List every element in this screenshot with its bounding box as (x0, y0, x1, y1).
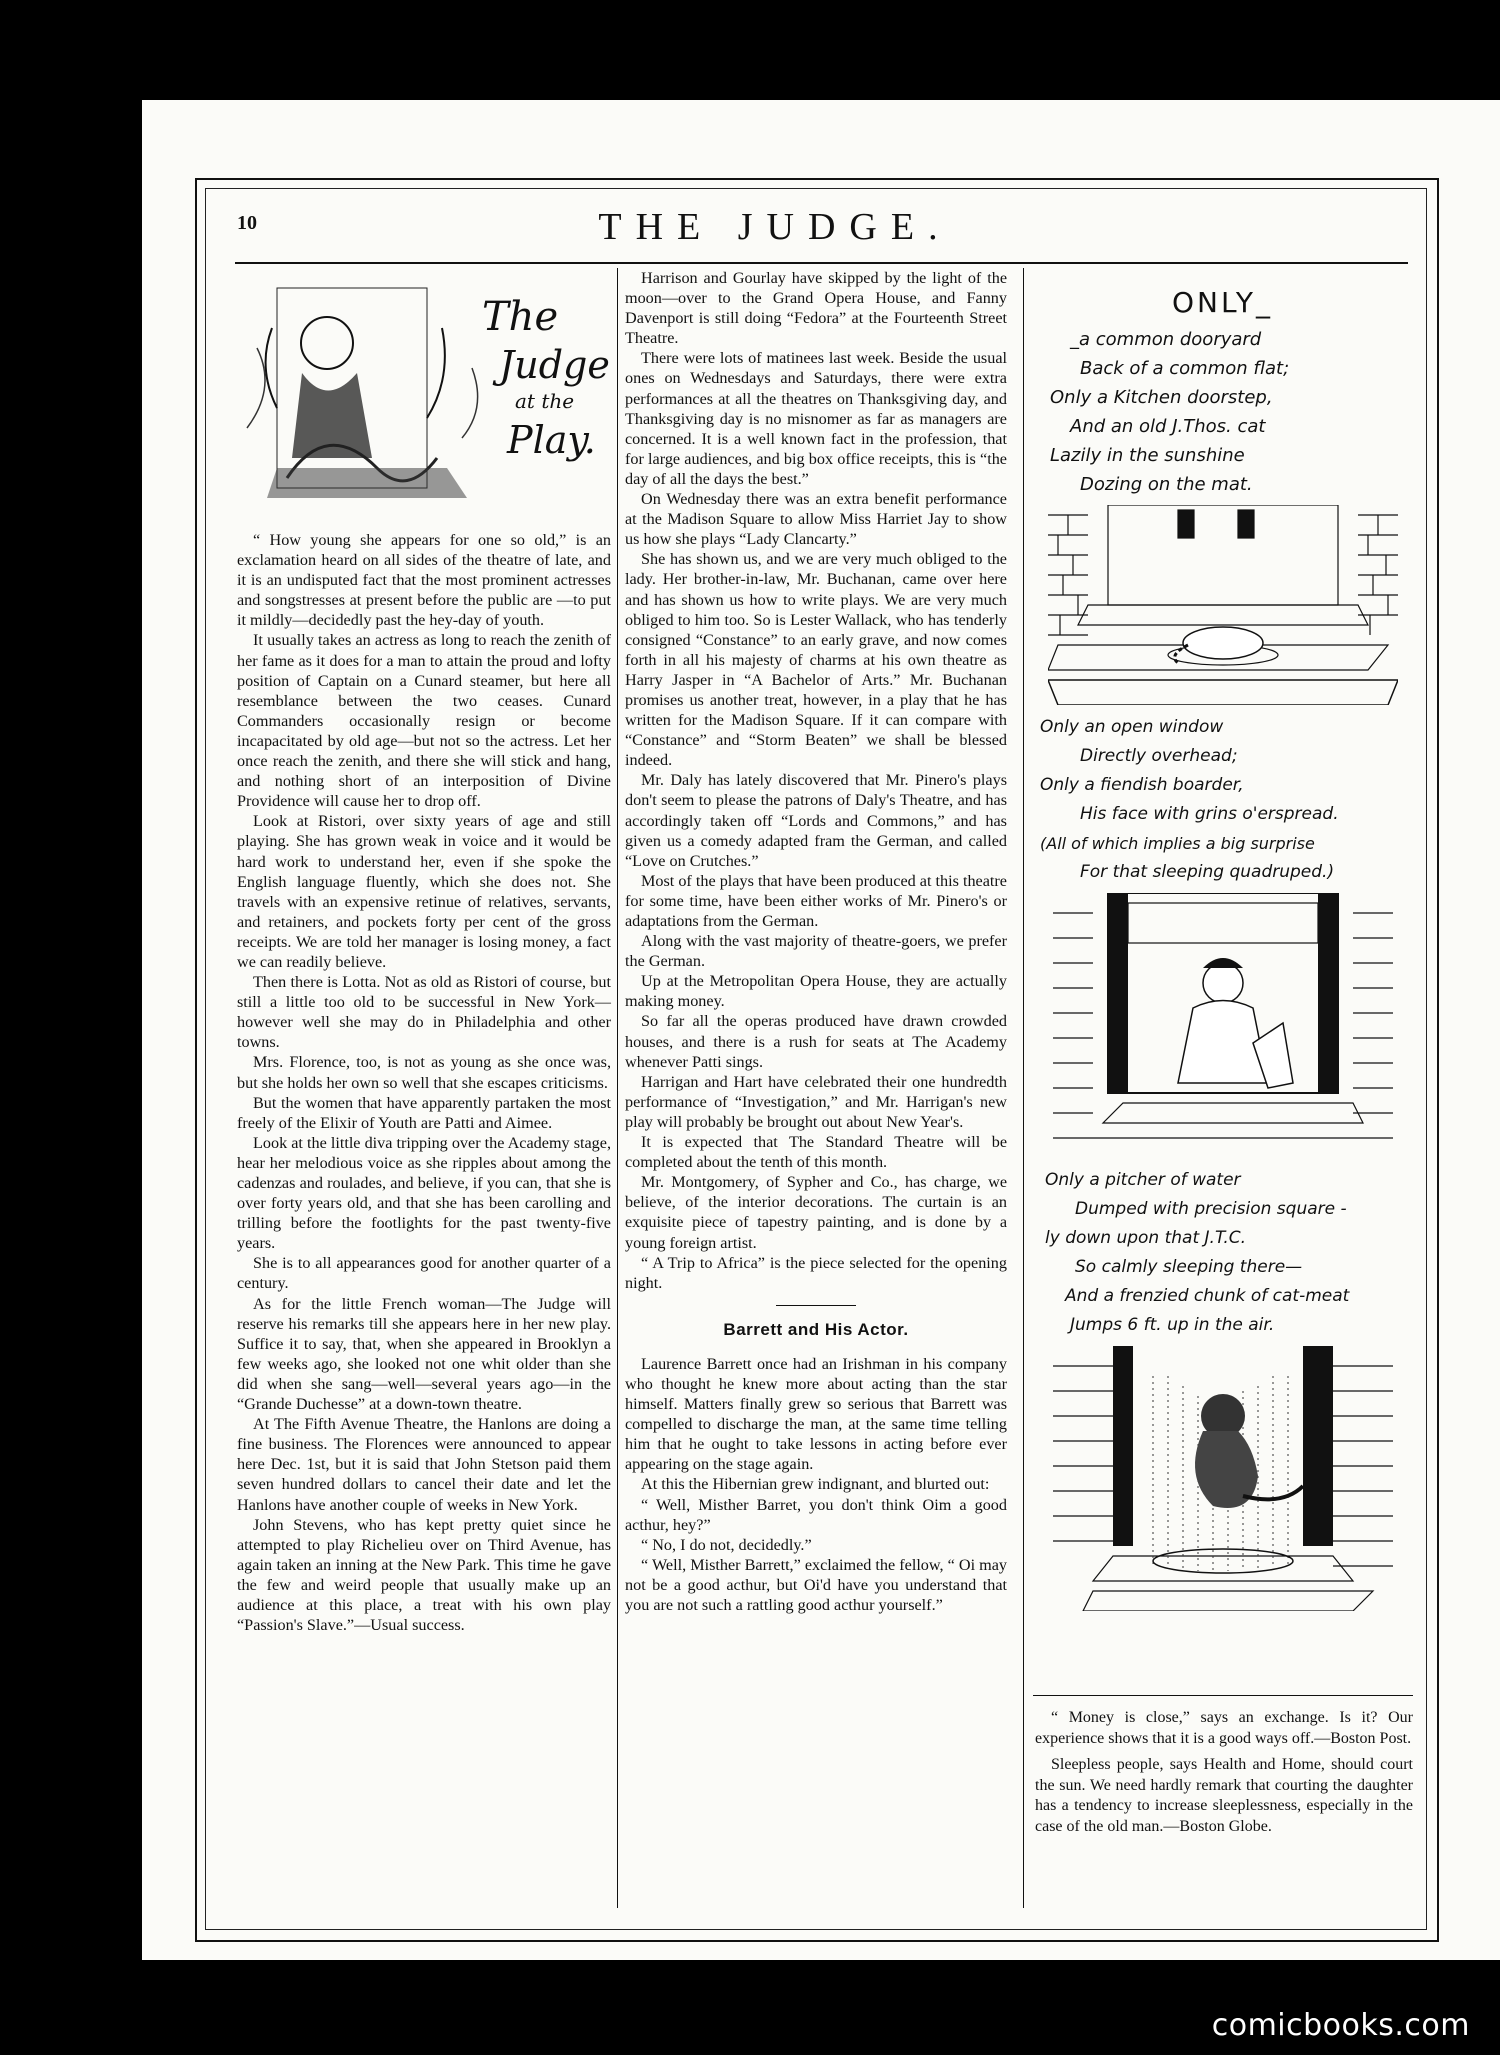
squib: Sleepless people, says Health and Home, should court the sun. We need hardly remark that courting the daughter has a tendency to increase sleeplessness, especially in the case of the old man.—Boston Globe. (1035, 1756, 1413, 1835)
heading-art-word-1: The (482, 294, 559, 340)
paragraph: Most of the plays that have been produced at this theatre for some time, have been either works of Mr. Pinero's or adaptations from the German. (625, 871, 1007, 930)
paragraph: As for the little French woman—The Judge will reserve his remarks till she appears here in her new play. Suffice it to say, that, when she appeared in Brooklyn a few weeks ago, she looked not one whit older than she did when she sang—well—several years ago—in the “Grande Duchesse” at a down-town theatre. (237, 1294, 611, 1414)
paragraph: Laurence Barrett once had an Irishman in his company who thought he knew more about acting than the star himself. Matters finally grew so serious that Barrett was compelled to discharge the man, at the same time telling him that he ought to take lessons in acting before ever appearing on the stage again. (625, 1354, 1007, 1474)
section-title: Barrett and His Actor. (723, 1319, 909, 1339)
paragraph: Harrigan and Hart have celebrated their one hundredth performance of “Investigation,” and Mr. Harrigan's new play will probably be brought out about New Year's. (625, 1072, 1007, 1131)
judge-at-the-play-illustration (237, 268, 611, 518)
paragraph: “ A Trip to Africa” is the piece selected for the opening night. (625, 1253, 1007, 1292)
verse-line: Only an open window (1040, 717, 1224, 737)
verse-line: Dozing on the mat. (1080, 474, 1253, 495)
verse-line: And an old J.Thos. cat (1070, 416, 1266, 437)
paragraph: But the women that have apparently partaken the most freely of the Elixir of Youth are Patti and Aimee. (237, 1093, 611, 1132)
verse-line: His face with grins o'erspread. (1080, 804, 1339, 824)
column-2 (625, 268, 1007, 1615)
page-number: 10 (237, 212, 257, 234)
paragraph: On Wednesday there was an extra benefit performance at the Madison Square to allow Miss Harriet Jay to show us how she plays “Lady Clancarty.” (625, 490, 1007, 549)
heading-art-word-3: at the (515, 389, 575, 413)
verse-line: Jumps 6 ft. up in the air. (1070, 1315, 1275, 1335)
paragraph: Harrison and Gourlay have skipped by the light of the moon—over to the Grand Opera House, and Fanny Davenport is still doing “Fedora” at the Fourteenth Street Theatre. (625, 269, 1007, 348)
verse-line: So calmly sleeping there— (1075, 1257, 1303, 1277)
verse-2 (1030, 713, 1415, 887)
column-rule-1 (617, 268, 618, 1908)
verse-line: _a common dooryard (1070, 329, 1262, 350)
watermark-text: comicbooks.com (1211, 2008, 1470, 2043)
paragraph: At this the Hibernian grew indignant, and blurted out: (641, 1475, 990, 1494)
paragraph: Mr. Montgomery, of Sypher and Co., has charge, we believe, of the interior decorations. The curtain is an exquisite piece of tapestry painting, and is done by a young foreign artist. (625, 1173, 1007, 1252)
verse-line: Directly overhead; (1080, 746, 1238, 766)
verse-line: Back of a common flat; (1080, 358, 1290, 379)
comic-title: ONLY_ (1172, 286, 1273, 319)
verse-line: Only a pitcher of water (1045, 1170, 1241, 1190)
verse-line: Lazily in the sunshine (1050, 445, 1245, 466)
panel-cat-jumping (1053, 1346, 1393, 1611)
paragraph: John Stevens, who has kept pretty quiet since he attempted to play Richelieu over on Third Avenue, has again taken an inning at the New Park. This time he gave the few and weird people that usually make up an audience at this place, a treat with his own play “Passion's Slave.”—Usual success. (237, 1515, 611, 1635)
column-rule-2 (1023, 268, 1024, 1908)
paragraph: “ No, I do not, decidedly.” (641, 1535, 812, 1554)
masthead-title: THE JUDGE. (598, 206, 952, 248)
verse-3 (1030, 1166, 1415, 1340)
paragraph: So far all the operas produced have drawn crowded houses, and there is a rush for seats at The Academy whenever Patti sings. (625, 1012, 1007, 1071)
paragraph: Look at the little diva tripping over the Academy stage, hear her melodious voice as she ripples about among the cadenzas and roulades, and believe, if you can, that she is over forty years old, and that she has been carolling and trilling before the footlights for the past twenty-five years. (237, 1133, 611, 1253)
paragraph: “ Well, Misther Barret, you don't think Oim a good acthur, hey?” (625, 1495, 1007, 1534)
verse-line: Only a Kitchen doorstep, (1050, 387, 1273, 408)
panel-boarder-at-window (1053, 893, 1393, 1158)
paragraph: Along with the vast majority of theatre-goers, we prefer the German. (625, 932, 1007, 971)
panel-cat-on-doorstep (1048, 505, 1398, 705)
heading-art-word-4: Play. (507, 418, 596, 462)
verse-line: (All of which implies a big surprise (1040, 834, 1315, 853)
paragraph: There were lots of matinees last week. Beside the usual ones on Wednesdays and Saturdays, there were extra performances at all the theatres on Thanksgiving day, and Thanksgiving day is no misnomer as far as managers are concerned. It is a well known fact in the profession, that for large audiences, and big box office receipts, this is “the day of all the days the best.” (625, 349, 1007, 488)
paragraph: Mrs. Florence, too, is not as young as she once was, but she holds her own so well that she escapes criticisms. (237, 1053, 611, 1092)
paragraph: Mr. Daly has lately discovered that Mr. Pinero's plays don't seem to please the patrons of Daly's Theatre, and has accordingly taken off “Lords and Commons,” and has given us a comedy adapted fram the German, and called “Love on Crutches.” (625, 771, 1007, 870)
article-judge-at-the-play (237, 530, 611, 1635)
verse-1 (1030, 325, 1415, 499)
squib: “ Money is close,” says an exchange. Is it? Our experience shows that it is a good ways off.—Boston Post. (1035, 1709, 1413, 1747)
heading-art-word-2: Judge (499, 343, 610, 387)
paragraph: “ How young she appears for one so old,” is an exclamation heard on all sides of the theatre of late, and it is an undisputed fact that the most prominent actresses and songstresses at present before the public are —to put it mildly—decidedly past the hey-day of youth. (237, 531, 611, 630)
paragraph: She has shown us, and we are very much obliged to the lady. Her brother-in-law, Mr. Buchanan, came over here and has shown us how to write plays. We are very much obliged to him too. So is Lester Wallack, who has tenderly consigned “Constance” to an early grave, and now comes forth in all his majesty of charms at his own theatre as Harry Jasper in “A Bachelor of Arts.” Mr. Buchanan promises us another treat, however, in a play that he has written for the Madison Square. If it can compare with “Constance” and “Storm Beaten” we shall be blessed indeed. (625, 550, 1007, 770)
paragraph: Look at Ristori, over sixty years of age and still playing. She has grown weak in voice and it would be hard work to understand her, even if she spoke the English language fluently, which she does not. She travels with an expensive retinue of relatives, servants, and retainers, and pockets forty per cent of the gross receipts. We are told her manager is losing money, a fact we can readily believe. (237, 812, 611, 971)
paragraph: Then there is Lotta. Not as old as Ristori of course, but still a little too old to be successful in New York—however well she may do in Philadelphia and other towns. (237, 973, 611, 1052)
paragraph: It is expected that The Standard Theatre will be completed about the tenth of this month. (625, 1133, 1007, 1172)
paragraph: At The Fifth Avenue Theatre, the Hanlons are doing a fine business. The Florences were announced to appear here Dec. 1st, but it is said that John Stetson paid them seven hundred dollars to cancel their date and let the Hanlons have another couple of weeks in New York. (237, 1415, 611, 1514)
verse-line: For that sleeping quadruped.) (1080, 862, 1335, 882)
verse-line: Dumped with precision square - (1075, 1199, 1347, 1219)
header-rule (235, 262, 1408, 264)
paragraph: “ Well, Misther Barrett,” exclaimed the fellow, “ Oi may not be a good acthur, but Oi'd have you understand that you are not such a rattling good acthur yourself.” (625, 1555, 1007, 1614)
squib-rule (1033, 1695, 1413, 1696)
squibs (1035, 1708, 1413, 1843)
verse-line: ly down upon that J.T.C. (1045, 1228, 1246, 1248)
verse-line: Only a fiendish boarder, (1040, 775, 1244, 795)
paragraph: She is to all appearances good for another quarter of a century. (237, 1254, 611, 1293)
section-separator (776, 1305, 856, 1306)
paragraph: It usually takes an actress as long to reach the zenith of her fame as it does for a man to attain the proud and lofty position of Captain on a Cunard steamer, but here all resemblance between the two ceases. Cunard Commanders occasionally resign or become incapacitated by old age—but not so the actress. Let her once reach the zenith, and there she will stick and hang, and nothing short of an interposition of Divine Providence will cause her to drop off. (237, 631, 611, 811)
column-3 (1030, 268, 1415, 1619)
verse-line: And a frenzied chunk of cat-meat (1065, 1286, 1350, 1306)
paragraph: Up at the Metropolitan Opera House, they are actually making money. (625, 972, 1007, 1011)
